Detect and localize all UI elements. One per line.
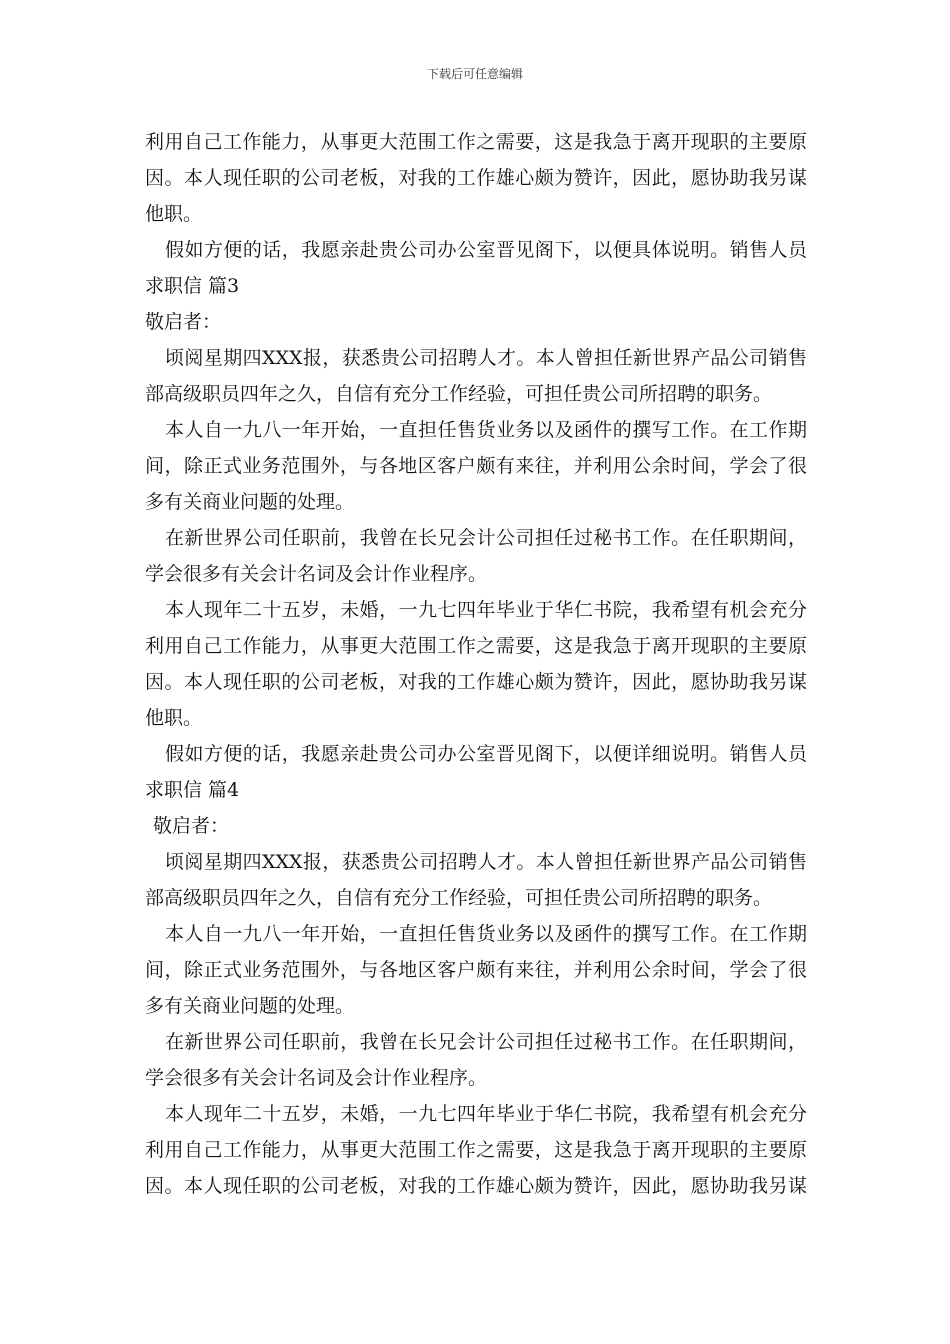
text-line: 利用自己工作能力，从事更大范围工作之需要，这是我急于离开现职的主要原 xyxy=(145,635,807,657)
section-heading: 求职信 篇3 xyxy=(145,275,240,297)
text-line: 因。本人现任职的公司老板，对我的工作雄心颇为赞许，因此，愿协助我另谋 xyxy=(145,167,807,189)
text-line: 在新世界公司任职前，我曾在长兄会计公司担任过秘书工作。在任职期间， xyxy=(165,527,807,549)
page-header: 下载后可任意编辑 xyxy=(426,67,523,81)
text-line: 他职。 xyxy=(145,707,203,729)
text-line: 部高级职员四年之久，自信有充分工作经验，可担任贵公司所招聘的职务。 xyxy=(145,887,773,909)
text-line: 因。本人现任职的公司老板，对我的工作雄心颇为赞许，因此，愿协助我另谋 xyxy=(145,1175,807,1197)
text-line: 间，除正式业务范围外，与各地区客户颇有来往，并利用公余时间，学会了很 xyxy=(145,455,807,477)
text-line: 假如方便的话，我愿亲赴贵公司办公室晋见阁下，以便详细说明。销售人员 xyxy=(165,743,807,765)
text-line: 顷阅星期四XXX报，获悉贵公司招聘人才。本人曾担任新世界产品公司销售 xyxy=(165,347,807,369)
salutation: 敬启者： xyxy=(145,311,222,333)
text-line: 顷阅星期四XXX报，获悉贵公司招聘人才。本人曾担任新世界产品公司销售 xyxy=(165,851,807,873)
document-body xyxy=(145,124,807,1204)
text-line: 利用自己工作能力，从事更大范围工作之需要，这是我急于离开现职的主要原 xyxy=(145,131,807,153)
section-heading: 求职信 篇4 xyxy=(145,779,240,801)
text-line: 在新世界公司任职前，我曾在长兄会计公司担任过秘书工作。在任职期间， xyxy=(165,1031,807,1053)
text-line: 学会很多有关会计名词及会计作业程序。 xyxy=(145,1067,488,1089)
text-line: 本人自一九八一年开始，一直担任售货业务以及函件的撰写工作。在工作期 xyxy=(165,923,807,945)
text-line: 因。本人现任职的公司老板，对我的工作雄心颇为赞许，因此，愿协助我另谋 xyxy=(145,671,807,693)
text-line: 本人现年二十五岁，未婚，一九七四年毕业于华仁书院，我希望有机会充分 xyxy=(165,599,807,621)
text-line: 多有关商业问题的处理。 xyxy=(145,491,355,513)
text-line: 多有关商业问题的处理。 xyxy=(145,995,355,1017)
text-line: 部高级职员四年之久，自信有充分工作经验，可担任贵公司所招聘的职务。 xyxy=(145,383,773,405)
text-line: 间，除正式业务范围外，与各地区客户颇有来往，并利用公余时间，学会了很 xyxy=(145,959,807,981)
text-line: 学会很多有关会计名词及会计作业程序。 xyxy=(145,563,488,585)
text-line: 利用自己工作能力，从事更大范围工作之需要，这是我急于离开现职的主要原 xyxy=(145,1139,807,1161)
text-line: 本人自一九八一年开始，一直担任售货业务以及函件的撰写工作。在工作期 xyxy=(165,419,807,441)
text-line: 本人现年二十五岁，未婚，一九七四年毕业于华仁书院，我希望有机会充分 xyxy=(165,1103,807,1125)
text-line: 他职。 xyxy=(145,203,203,225)
text-line: 假如方便的话，我愿亲赴贵公司办公室晋见阁下，以便具体说明。销售人员 xyxy=(165,239,807,261)
salutation: 敬启者： xyxy=(153,815,230,837)
